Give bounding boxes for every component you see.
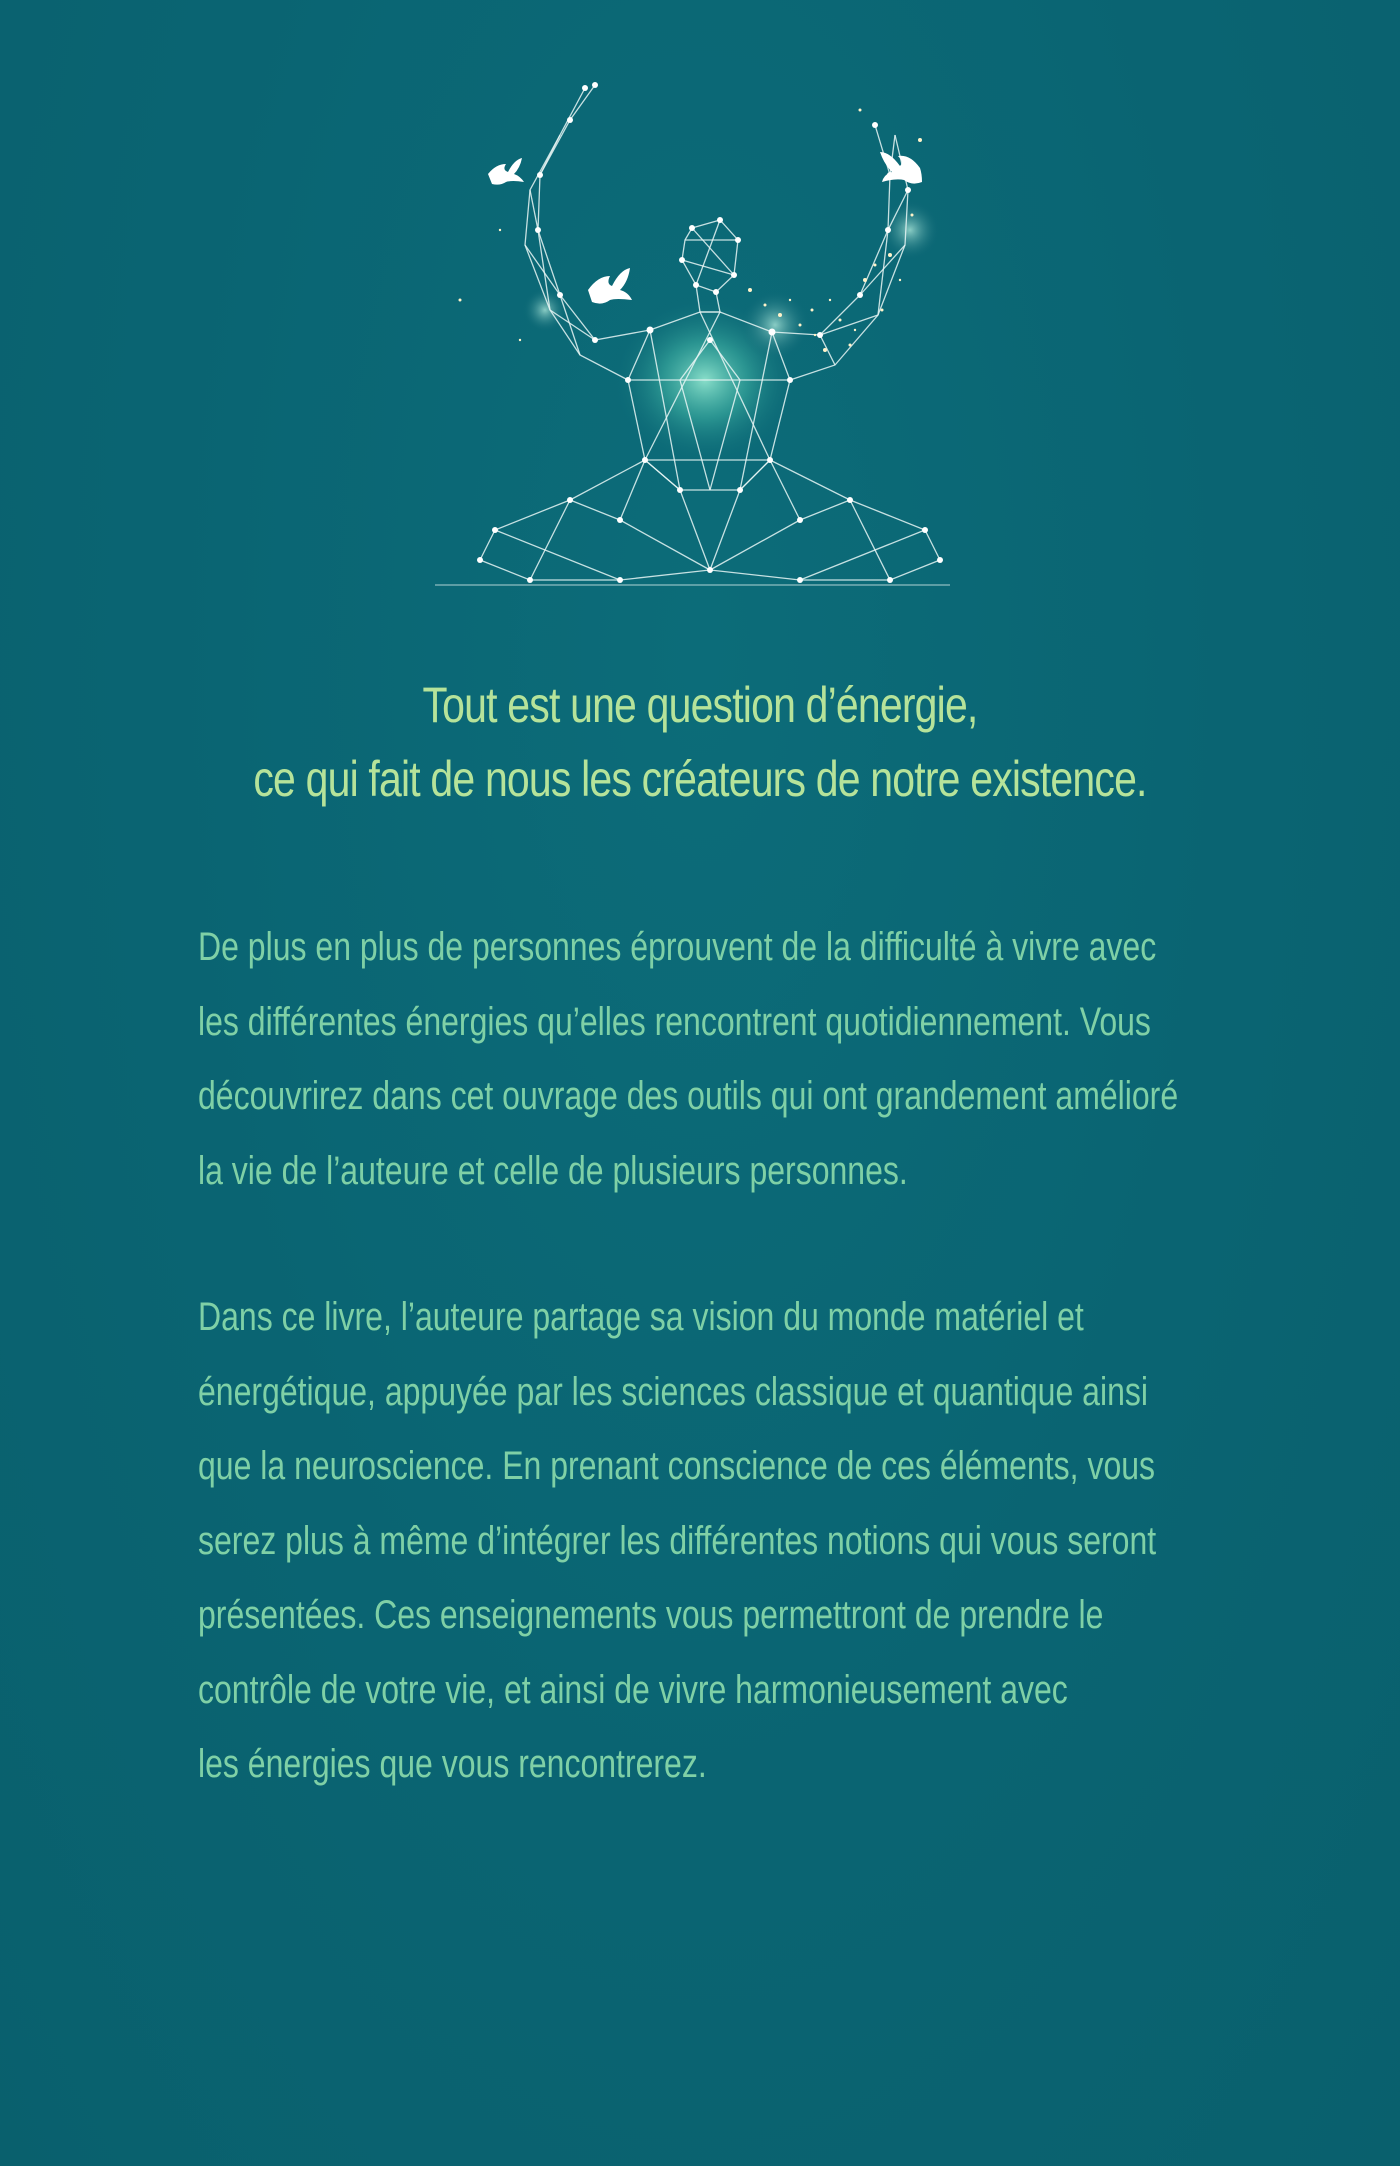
paragraph-line: les énergies que vous rencontrerez. [198, 1742, 707, 1786]
paragraph-line: que la neuroscience. En prenant conscience de ces éléments, vous [198, 1444, 1156, 1488]
paragraph-description [198, 1280, 1242, 1802]
tagline-line-2: ce qui fait de nous les créateurs de notre existence. [253, 751, 1147, 807]
dove-icon [488, 158, 524, 185]
paragraph-intro [198, 910, 1242, 1208]
meditating-figure-constellation-icon [420, 80, 980, 620]
paragraph-line: énergétique, appuyée par les sciences classique et quantique ainsi [198, 1369, 1148, 1414]
paragraph-line: la vie de l’auteure et celle de plusieurs personnes. [198, 1148, 908, 1193]
tagline [100, 668, 1300, 816]
paragraph-line: contrôle de votre vie, et ainsi de vivre harmonieusement avec [198, 1667, 1068, 1712]
dove-icon [880, 152, 922, 184]
paragraph-line: les différentes énergies qu’elles rencontrent quotidiennement. Vous [198, 999, 1151, 1044]
paragraph-line: serez plus à même d’intégrer les différentes notions qui vous seront [198, 1518, 1157, 1563]
paragraph-line: Dans ce livre, l’auteure partage sa vision du monde matériel et [198, 1295, 1084, 1339]
dove-icon [588, 268, 632, 304]
tagline-line-1: Tout est une question d’énergie, [422, 677, 978, 733]
paragraph-line: découvrirez dans cet ouvrage des outils qui ont grandement amélioré [198, 1074, 1179, 1118]
paragraph-line: De plus en plus de personnes éprouvent de la difficulté à vivre avec [198, 925, 1157, 969]
paragraph-line: présentées. Ces enseignements vous permettront de prendre le [198, 1593, 1104, 1637]
